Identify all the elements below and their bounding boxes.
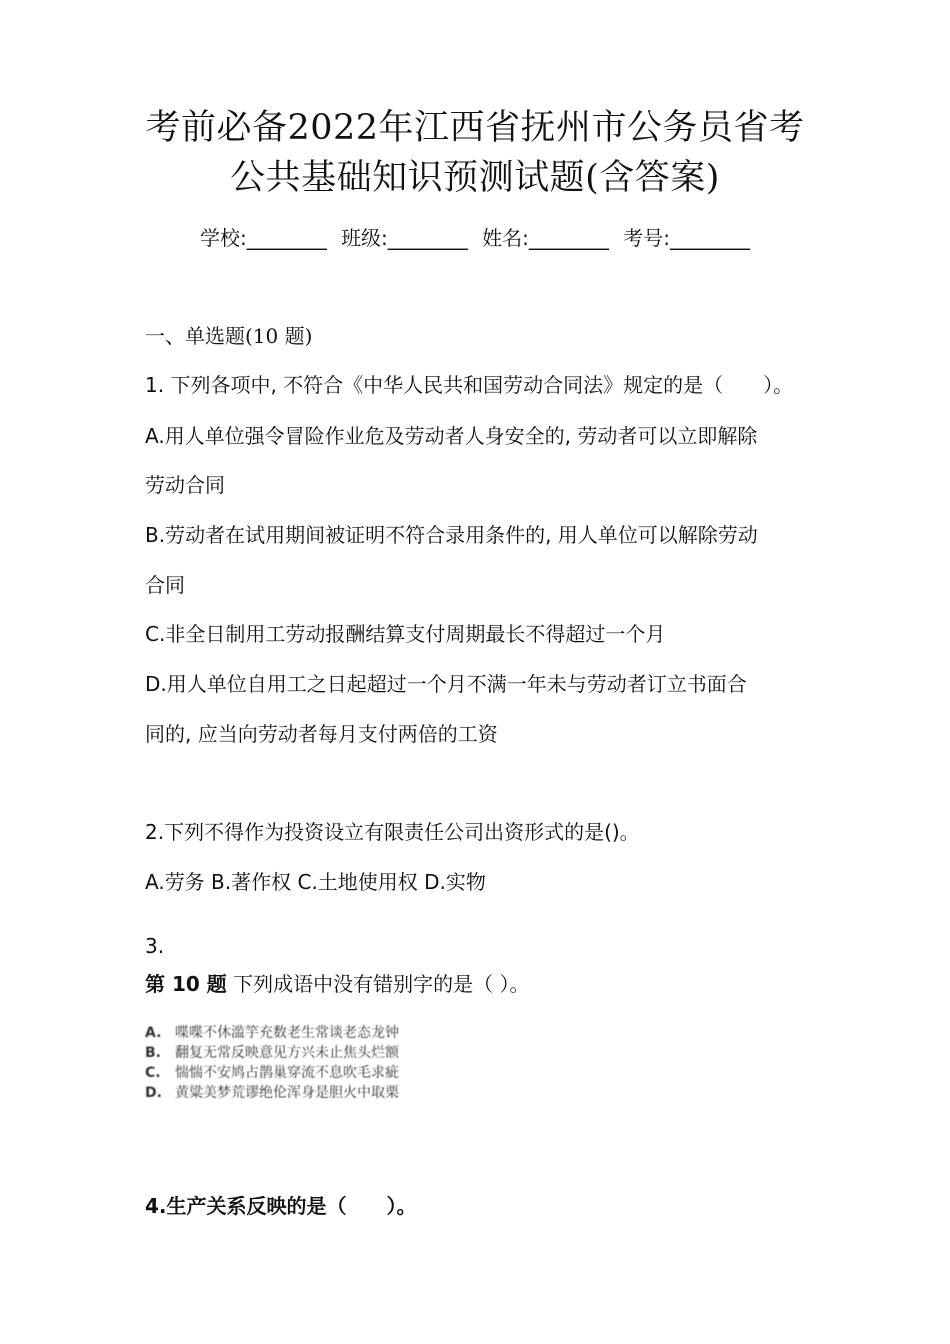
question-3-option-a: A. 喋喋不休滥竽充数老生常谈老态龙钟 bbox=[145, 1025, 399, 1041]
school-field: 学校:________ bbox=[199, 226, 327, 250]
section-heading: 一、单选题(10 题) bbox=[145, 324, 313, 348]
page-title-line2: 公共基础知识预测试题(含答案) bbox=[230, 158, 720, 198]
question-3-option-b: B. 翻复无常反映意见方兴未止焦头烂额 bbox=[145, 1045, 399, 1061]
page-title-line1: 考前必备2022年江西省抚州市公务员省考 bbox=[145, 108, 805, 148]
exam-number-field: 考号:________ bbox=[623, 226, 751, 250]
question-1-option-c: C.非全日制用工劳动报酬结算支付周期最长不得超过一个月 bbox=[145, 622, 666, 646]
question-3-label: 第 10 题 bbox=[145, 972, 227, 996]
question-1-option-a: A.用人单位强令冒险作业危及劳动者人身安全的, 劳动者可以立即解除 bbox=[145, 424, 758, 448]
question-3-option-c: C. 惴惴不安鸠占鹊巢穿流不息吹毛求疵 bbox=[145, 1065, 399, 1081]
question-2-stem: 2.下列不得作为投资设立有限责任公司出资形式的是()。 bbox=[145, 820, 640, 844]
question-1-option-d: D.用人单位自用工之日起超过一个月不满一年未与劳动者订立书面合 bbox=[145, 672, 747, 696]
question-3-stem: 下列成语中没有错别字的是（ ）。 bbox=[226, 972, 530, 996]
question-1-stem: 1. 下列各项中, 不符合《中华人民共和国劳动合同法》规定的是（ ）。 bbox=[145, 373, 794, 397]
question-4-stem: 4.生产关系反映的是（ ）。 bbox=[145, 1194, 417, 1218]
question-3-option-d: D. 黄粱美梦荒谬绝伦浑身是胆火中取栗 bbox=[145, 1085, 399, 1101]
question-3-stem-line bbox=[145, 969, 529, 999]
question-1-option-b: B.劳动者在试用期间被证明不符合录用条件的, 用人单位可以解除劳动 bbox=[145, 523, 758, 547]
question-2-options: A.劳务 B.著作权 C.土地使用权 D.实物 bbox=[145, 870, 486, 894]
question-1-option-a-cont: 劳动合同 bbox=[145, 473, 225, 497]
class-field: 班级:________ bbox=[341, 226, 468, 250]
question-3-number: 3. bbox=[145, 934, 165, 958]
question-1-option-b-cont: 合同 bbox=[145, 573, 185, 597]
question-3-options-image bbox=[145, 1023, 399, 1103]
name-field: 姓名:________ bbox=[482, 226, 609, 250]
student-info-row bbox=[0, 222, 950, 254]
question-1-option-d-cont: 同的, 应当向劳动者每月支付两倍的工资 bbox=[145, 722, 498, 746]
